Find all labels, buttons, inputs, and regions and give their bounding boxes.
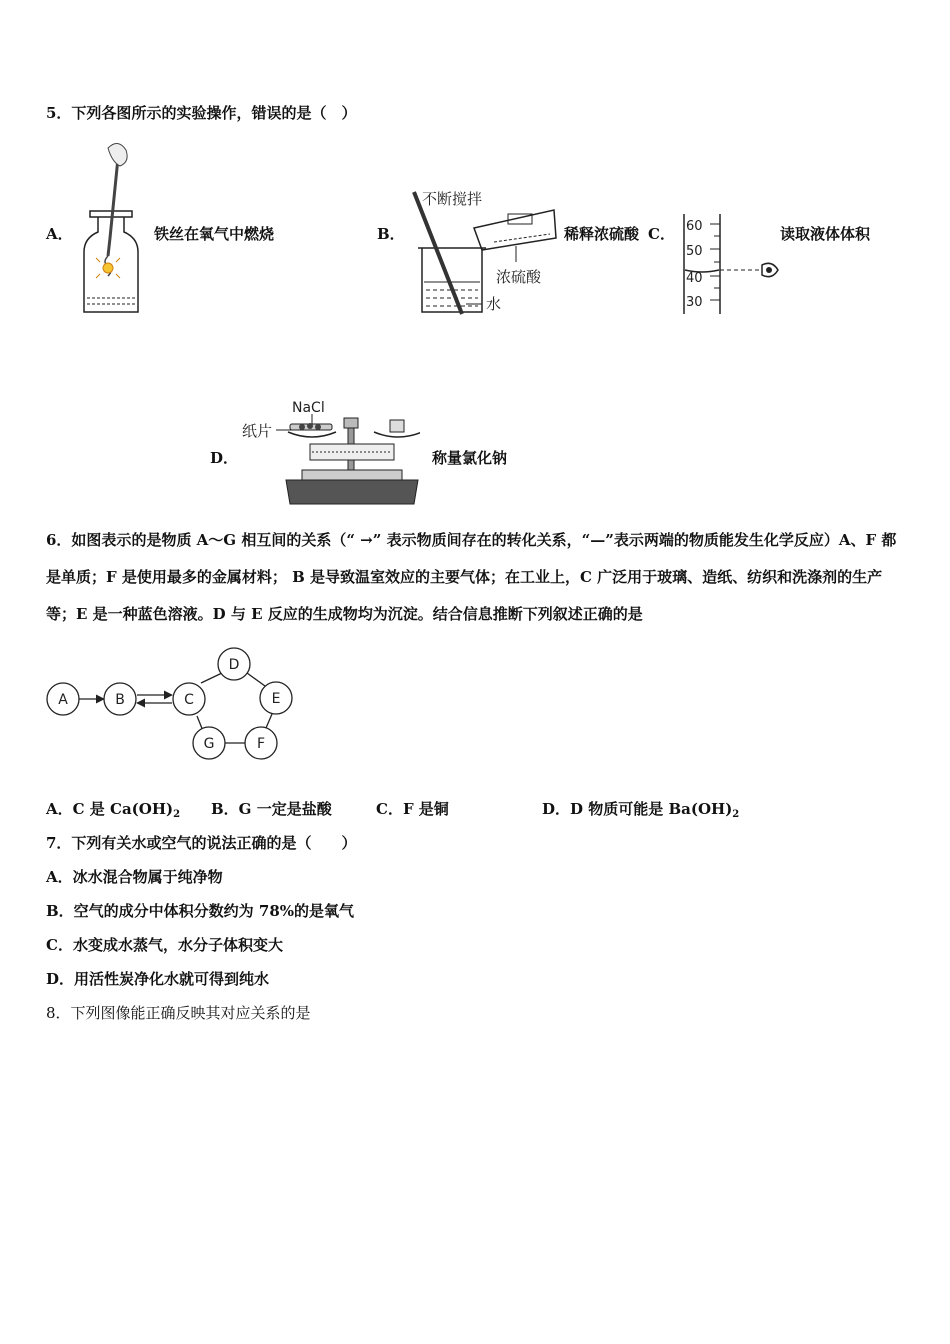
tick-40: 40 — [686, 271, 703, 286]
svg-text:B: B — [115, 692, 125, 708]
q5-figure-c-read-volume — [676, 210, 786, 318]
label-paper: 纸片 — [242, 422, 273, 440]
svg-text:C: C — [184, 692, 194, 708]
q7-option-d: D．用活性炭净化水就可得到纯水 — [46, 970, 270, 988]
node-f — [245, 727, 277, 759]
q5-option-a-caption: 铁丝在氧气中燃烧 — [154, 225, 275, 243]
label-water: 水 — [486, 295, 502, 313]
q5-option-d-caption: 称量氯化钠 — [432, 449, 508, 467]
node-a — [47, 683, 79, 715]
q8-stem: 8．下列图像能正确反映其对应关系的是 — [46, 1004, 311, 1022]
q5-option-b-caption: 稀释浓硫酸 — [564, 225, 640, 243]
q5-option-a-letter: A． — [46, 225, 73, 243]
node-g — [193, 727, 225, 759]
q5-stem: 5．下列各图所示的实验操作，错误的是（ ） — [46, 104, 357, 122]
svg-text:F: F — [256, 736, 266, 752]
node-d — [218, 648, 250, 680]
q6-option-b: B．G 一定是盐酸 — [211, 800, 332, 818]
q6-option-a: A．C 是 $Ca(OH)_2$ — [46, 800, 181, 820]
svg-text:D: D — [228, 657, 240, 673]
label-acid: 浓硫酸 — [496, 268, 542, 286]
q5-figure-b-dilute-acid — [404, 182, 562, 318]
q7-option-a: A．冰水混合物属于纯净物 — [46, 868, 223, 886]
q5-figure-a-iron-burning — [78, 138, 144, 318]
tick-60: 60 — [686, 219, 703, 234]
q6-relation-diagram — [44, 646, 300, 764]
node-b — [104, 683, 136, 715]
q5-option-b-letter: B． — [377, 225, 405, 243]
q6-stem: 6．如图表示的是物质 A～G 相互间的关系（“ →” 表示物质间存在的转化关系，“—”表示两端的物质能发生化学反应）A、F 都是单质；F 是使用最多的金属材料； B 是导致温室效应的主要气体；在工业上，C 广泛用于玻璃、造纸、纺织和洗涤剂的生产等；E 是一种蓝色溶液。D 与 E 反应的生成物均为沉淀。结合信息推断下列叙述正确的是 — [46, 531, 897, 623]
svg-text:G: G — [203, 736, 215, 752]
tick-50: 50 — [686, 244, 703, 259]
svg-text:A: A — [58, 692, 68, 708]
q5-figure-d-balance — [240, 396, 420, 510]
q7-option-b: B．空气的成分中体积分数约为 78%的是氧气 — [46, 902, 355, 920]
q7-option-c: C．水变成水蒸气，水分子体积变大 — [46, 936, 283, 954]
node-c — [173, 683, 205, 715]
node-e — [260, 682, 292, 714]
q5-option-d-letter: D． — [210, 449, 239, 467]
q5-option-c-letter: C． — [648, 225, 675, 243]
q6-option-c: C．F 是铜 — [376, 800, 449, 818]
tick-30: 30 — [686, 295, 703, 310]
label-nacl: NaCl — [292, 400, 325, 416]
q7-stem: 7．下列有关水或空气的说法正确的是（ ） — [46, 834, 357, 852]
label-stir: 不断搅拌 — [422, 190, 483, 208]
q5-option-c-caption: 读取液体体积 — [780, 225, 871, 243]
q6-option-d: D．D 物质可能是 $Ba(OH)_2$ — [542, 800, 740, 820]
svg-text:E: E — [271, 691, 281, 707]
